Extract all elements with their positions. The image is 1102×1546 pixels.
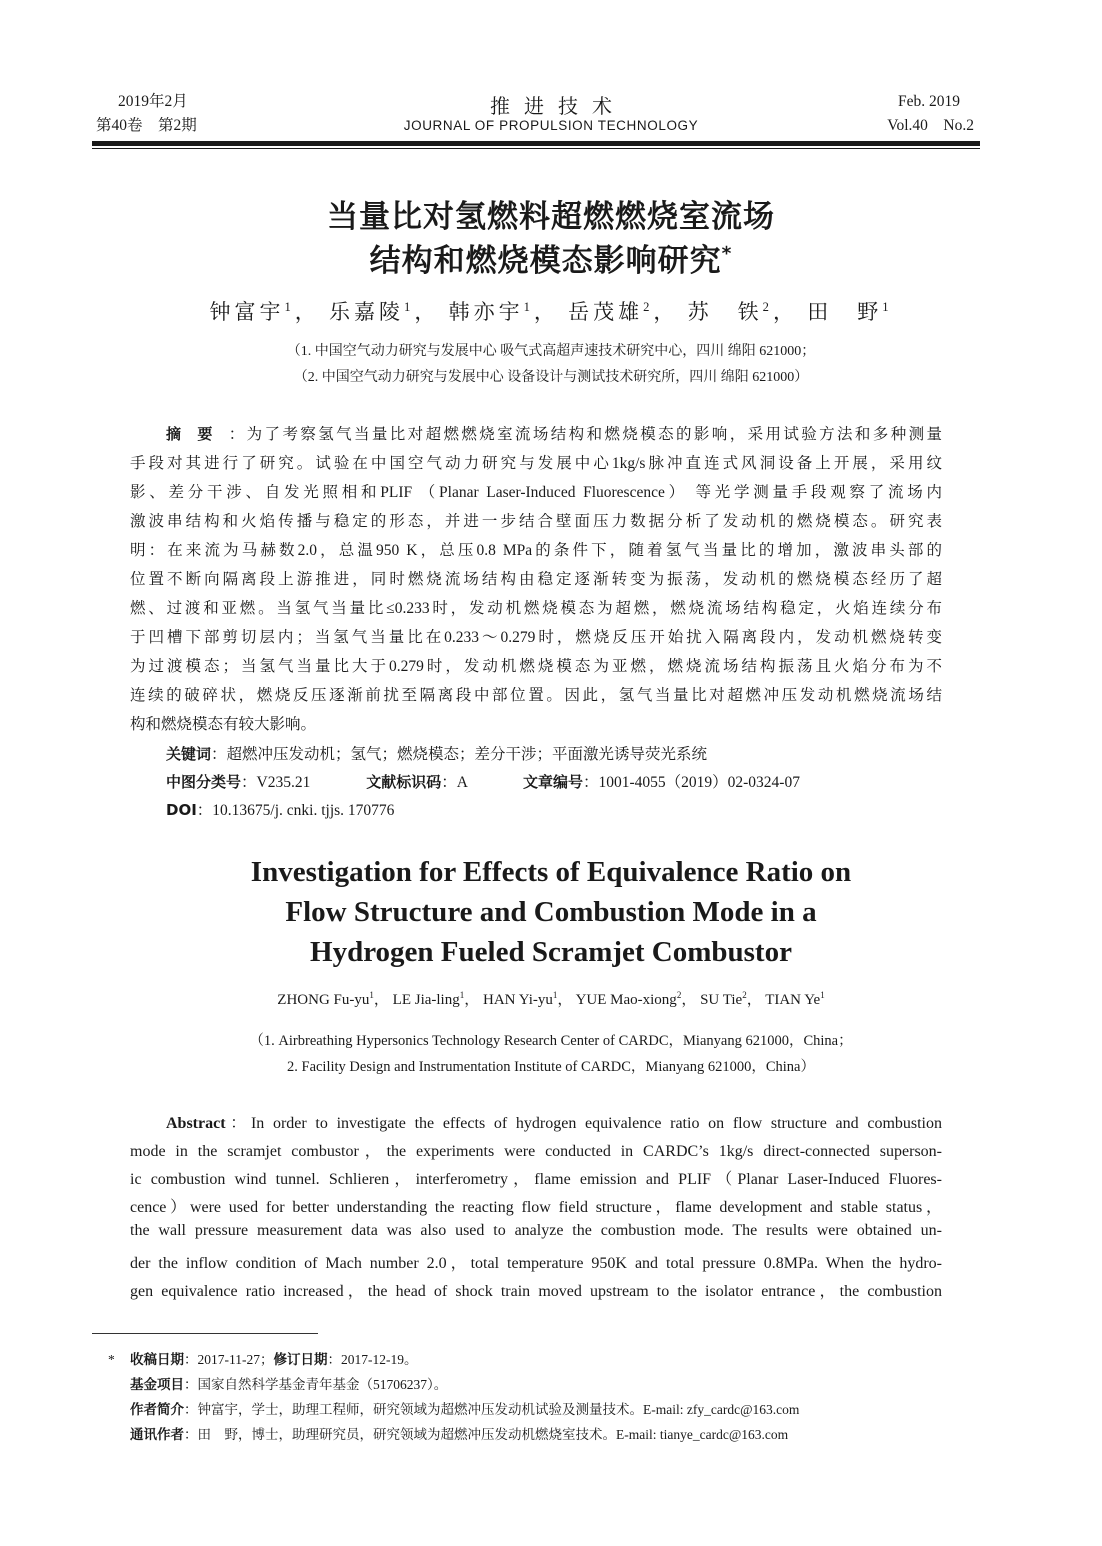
author-en: TIAN Ye [765,992,821,1008]
corr-label: 通讯作者 [130,1427,184,1443]
footnote-mark: * [108,1352,115,1367]
revised-label: 修订日期 [273,1352,328,1368]
title-en-line1: Investigation for Effects of Equivalence Ratio on [250,856,852,888]
doc-code-label: 文献标识码 [366,773,442,791]
author-aff: 1 [820,990,825,1000]
fund-value: ：国家自然科学基金青年基金（51706237）。 [184,1377,448,1392]
abstract-en-label: Abstract [166,1115,226,1132]
abstract-cn-line: 为过渡模态；当氢气当量比大于0.279时，发动机燃烧模态为亚燃，燃烧流场结构振荡且火焰分布为不 [130,658,942,675]
abstract-en-text: ：In order to investigate the effects of hydrogen equivalence ratio on flow structure and combustion [225,1115,942,1132]
author-cn: 岳茂雄 [568,300,644,324]
header-rule-thick [92,141,980,146]
received-value: ：2017-11-27； [184,1352,274,1367]
author-aff: 1 [552,990,558,1000]
keywords [166,742,707,764]
author-en: LE Jia-ling [392,992,460,1008]
bio-label: 作者简介 [130,1402,184,1418]
abstract-cn-line: 连续的破碎状，燃烧反压逐渐前扰至隔离段中部位置。因此，氢气当量比对超燃冲压发动机燃烧流场结 [130,687,942,704]
received-label: 收稿日期 [130,1352,184,1368]
author-en: YUE Mao-xiong [575,992,677,1008]
footnote-received [108,1348,418,1368]
author-cn: 乐嘉陵 [329,300,405,324]
abstract-cn-text: ：为了考察氢气当量比对超燃燃烧室流场结构和燃烧模态的影响，采用试验方法和多种测量 [228,426,942,443]
footnote-corresponding [130,1423,788,1443]
abstract-cn-line: 影、差分干涉、自发光照相和PLIF （Planar Laser-Induced Fluorescence） 等光学测量手段观察了流场内 [130,484,942,501]
header-rule-thin [92,148,980,149]
author-en: ZHONG Fu-yu [277,992,370,1008]
title-footnote-mark: * [721,243,733,265]
keywords-label: 关键词 [166,745,212,763]
author-en: HAN Yi-yu [483,992,553,1008]
doi-value: ：10.13675/j. cnki. tjjs. 170776 [196,802,395,819]
title-en-line2: Flow Structure and Combustion Mode in a [285,896,817,928]
fund-label: 基金项目 [130,1377,184,1393]
affiliation-cn-2: （2. 中国空气动力研究与发展中心 设备设计与测试技术研究所，四川 绵阳 621000） [293,370,809,385]
abstract-cn-line: 构和燃烧模态有较大影响。 [130,716,317,733]
authors-en: ZHONG $Fu-yu^1$， LE Jia-ling$^1$， HAN $Yi-yu^1$， YUE Mao-xiong$^2$， SU Tie$^2$， TIAN Ye$^1$ [277,990,825,1008]
author-cn: 苏 铁 [687,300,763,324]
doc-code-value: ：A [441,774,468,791]
title-cn-line2-wrap [0,238,1102,284]
author-aff: 1 [459,990,465,1000]
footnote-bio [130,1398,799,1418]
abstract-cn-line: 位置不断向隔离段上游推进，同时燃烧流场结构由稳定逐渐转变为振荡，发动机的燃烧模态经历了超 [130,571,942,588]
abstract-cn-line: 燃、过渡和亚燃。当氢气当量比≤0.233时，发动机燃烧模态为超燃，燃烧流场结构稳定，火焰连续分布 [130,600,942,617]
author-aff: 2 [742,990,747,1000]
header-date-en: Feb. 2019 [898,93,960,110]
title-cn-line1: 当量比对氢燃料超燃燃烧室流场 [327,199,775,235]
abstract-cn-line: 手段对其进行了研究。试验在中国空气动力研究与发展中心1kg/s脉冲直连式风洞设备上开展，采用纹 [130,455,942,472]
header-date-cn: 2019年2月 [118,93,188,110]
footnote-fund [130,1373,447,1393]
abstract-en-line: mode in the scramjet combustor，the experiments were conducted in CARDC’s 1kg/s direct-connected superson- [130,1143,942,1160]
abstract-en-line: ic combustion wind tunnel. Schlieren，interferometry，flame emission and PLIF（Planar Laser-Induced Fluores- [130,1171,942,1188]
doi-label: DOI [166,801,197,819]
author-aff: 1 [369,990,374,1000]
journal-title-en: JOURNAL OF PROPULSION TECHNOLOGY [403,118,699,133]
clc-label: 中图分类号 [166,773,242,791]
bio-value: ：钟富宇，学士，助理工程师，研究领域为超燃冲压发动机试验及测量技术。E-mail: zfy_cardc@163.com [184,1402,800,1417]
author-cn: 韩亦宇 [448,300,524,324]
header-volume-en: Vol.40 No.2 [887,117,974,134]
keywords-value: ：超燃冲压发动机；氢气；燃烧模态；差分干涉；平面激光诱导荧光系统 [211,746,708,763]
author-aff: 1 [404,300,415,314]
author-aff: 1 [882,300,893,314]
doi [166,798,394,820]
abstract-en-line: gen equivalence ratio increased，the head of shock train moved upstream to the isolator entrance，the combustion [130,1283,942,1300]
abstract-en-line: cence）were used for better understanding the reacting flow field structure，flame development and stable status， [130,1199,942,1216]
abstract-cn-line: 明：在来流为马赫数2.0，总温950 K，总压0.8 MPa的条件下，随着氢气当量比的增加，激波串头部的 [130,542,942,559]
affiliation-en-2: 2. Facility Design and Instrumentation Institute of CARDC，Mianyang 621000，China） [287,1059,815,1075]
abstract-cn-line [130,422,942,444]
author-aff: 2 [643,300,654,314]
corr-value: ：田 野，博士，助理研究员，研究领域为超燃冲压发动机燃烧室技术。E-mail: tianye_cardc@163.com [184,1427,789,1442]
title-en-line3: Hydrogen Fueled Scramjet Combustor [310,936,792,968]
author-aff: 1 [523,300,534,314]
author-cn: 田 野 [807,300,883,324]
abstract-en-line: der the inflow condition of Mach number 2.0，total temperature 950K and total pressure 0.8MPa. When the hydro- [130,1255,942,1272]
article-no-label: 文章编号 [522,773,583,791]
journal-title-cn: 推进技术 [490,96,626,118]
abstract-cn-line: 激波串结构和火焰传播与稳定的形态，并进一步结合壁面压力数据分析了发动机的燃烧模态。研究表 [130,513,942,530]
author-aff: 1 [284,300,295,314]
clc-value: ：V235.21 [241,774,311,791]
classification [166,770,800,792]
author-en: SU Tie [700,992,743,1008]
footnote-rule [92,1333,318,1334]
abstract-cn-line: 于凹槽下部剪切层内；当氢气当量比在0.233～0.279时，燃烧反压开始扰入隔离段内，发动机燃烧转变 [130,629,942,646]
abstract-en-line: the wall pressure measurement data was also used to analyze the combustion mode. The results were obtained un- [130,1222,942,1239]
article-no-value: ：1001-4055（2019）02-0324-07 [582,774,800,791]
author-cn: 钟富宇 [209,300,285,324]
affiliation-en-1: （1. Airbreathing Hypersonics Technology Research Center of CARDC，Mianyang 621000，China； [249,1033,853,1049]
abstract-cn-label: 摘要 [166,425,229,443]
abstract-en-line [130,1110,942,1133]
affiliation-cn-1: （1. 中国空气动力研究与发展中心 吸气式高超声速技术研究中心，四川 绵阳 621000； [286,344,816,359]
header-volume-cn: 第40卷 第2期 [96,117,197,134]
title-cn-line2: 结构和燃烧模态影响研究 [369,243,722,279]
authors-cn: 钟富宇$^1$， 乐嘉陵$^1$， 韩亦宇$^1$， 岳茂雄$^2$， 苏 铁$^2$， 田 野$^1$ [209,300,893,324]
revised-value: ：2017-12-19。 [327,1352,418,1367]
author-aff: 2 [762,300,773,314]
author-aff: 2 [676,990,682,1000]
